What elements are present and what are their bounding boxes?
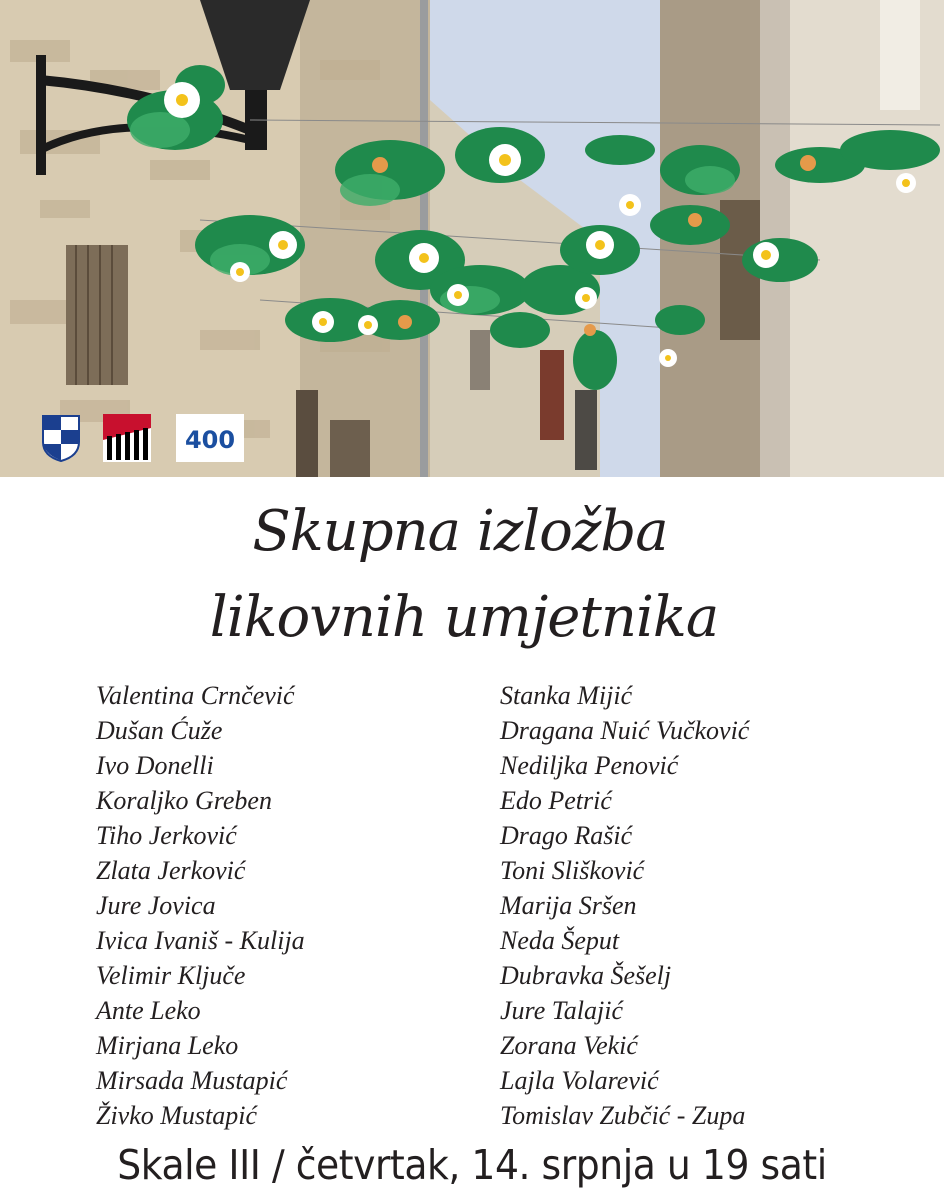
artist-name: Lajla Volarević bbox=[500, 1066, 659, 1095]
artist-name: Marija Sršen bbox=[500, 891, 637, 920]
coat-of-arms-logo bbox=[41, 414, 81, 462]
anniversary-400-logo bbox=[176, 414, 244, 462]
artist-name: Neda Šeput bbox=[500, 926, 620, 955]
artist-name: Dubravka Šešelj bbox=[500, 961, 672, 990]
artist-name: Koraljko Greben bbox=[96, 786, 272, 815]
artist-name: Tiho Jerković bbox=[96, 821, 237, 850]
artist-list-right bbox=[500, 678, 749, 1133]
artist-name: Mirjana Leko bbox=[96, 1031, 239, 1060]
artist-name: Dragana Nuić Vučković bbox=[500, 716, 750, 745]
header-photo bbox=[0, 0, 944, 477]
artist-name: Jure Jovica bbox=[96, 891, 216, 920]
artist-name: Ante Leko bbox=[96, 996, 201, 1025]
title-line-1: Skupna izložba bbox=[252, 499, 668, 564]
street-scene-photo bbox=[0, 0, 944, 477]
artist-name: Jure Talajić bbox=[500, 996, 624, 1025]
artist-name: Edo Petrić bbox=[500, 786, 612, 815]
artist-name: Tomislav Zubčić - Zupa bbox=[500, 1101, 746, 1130]
striped-bars-logo bbox=[103, 414, 151, 462]
artist-name: Valentina Crnčević bbox=[96, 681, 295, 710]
artist-name: Drago Rašić bbox=[500, 821, 633, 850]
artist-name: Dušan Ćuže bbox=[96, 716, 223, 745]
artist-name: Zorana Vekić bbox=[500, 1031, 638, 1060]
artist-list-left bbox=[96, 678, 305, 1133]
artist-name: Ivica Ivaniš - Kulija bbox=[96, 926, 305, 955]
event-details: Skale III / četvrtak, 14. srpnja u 19 sati bbox=[117, 1141, 827, 1189]
artist-name: Mirsada Mustapić bbox=[96, 1066, 288, 1095]
artist-name: Živko Mustapić bbox=[96, 1101, 258, 1130]
title-line-2: likovnih umjetnika bbox=[209, 585, 719, 650]
artist-name: Stanka Mijić bbox=[500, 681, 633, 710]
artist-name: Nediljka Penović bbox=[500, 751, 679, 780]
artist-name: Velimir Ključe bbox=[96, 961, 246, 990]
artist-name: Zlata Jerković bbox=[96, 856, 246, 885]
artist-name: Toni Slišković bbox=[500, 856, 645, 885]
svg-text:400: 400 bbox=[184, 426, 236, 454]
artist-name: Ivo Donelli bbox=[96, 751, 214, 780]
